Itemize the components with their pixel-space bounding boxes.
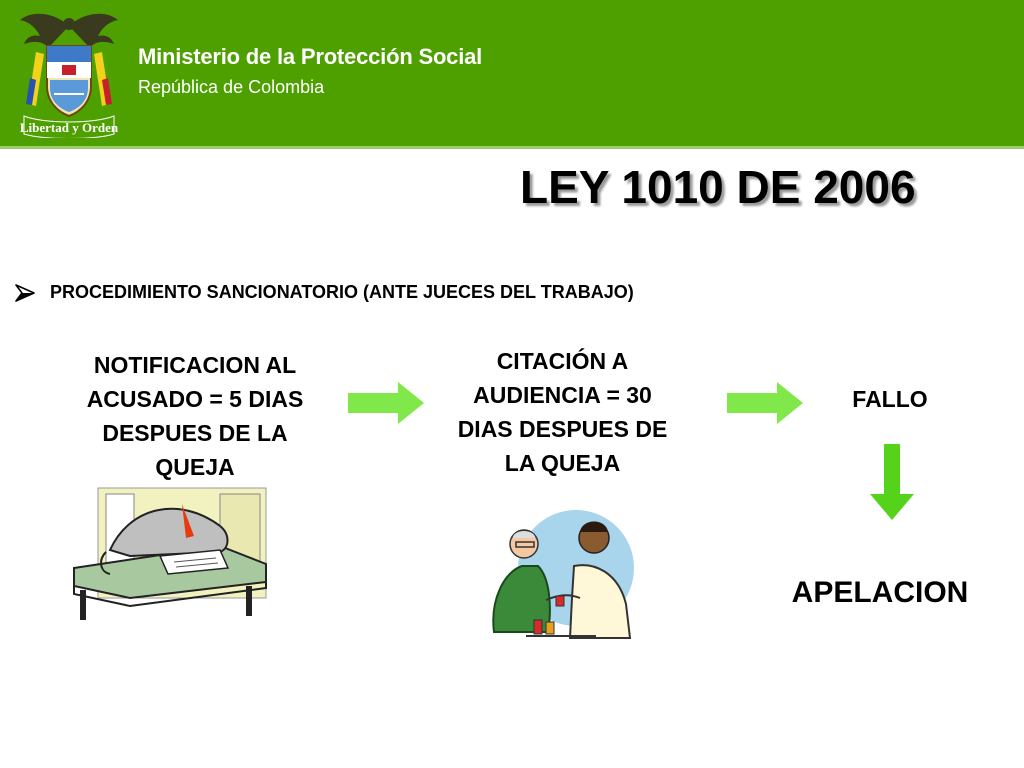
org-subtitle: República de Colombia [138,77,325,97]
step-line: AUDIENCIA = 30 [473,382,652,408]
bullet-item [14,282,634,303]
step-notificacion [50,348,340,484]
step-citacion [425,344,700,480]
arrow-bullet-icon [14,283,36,303]
step-fallo [820,382,960,416]
header-banner [0,0,1024,146]
right-arrow-icon [727,382,803,424]
step-line: LA QUEJA [504,450,621,476]
right-arrow-icon [348,382,424,424]
slide-title: LEY 1010 DE 2006 [520,161,916,213]
step-line: DIAS DESPUES DE [457,416,668,442]
colombia-coat-of-arms-icon [14,8,124,138]
crest-motto: Libertad y Orden [19,120,119,135]
step-line: ACUSADO = 5 DIAS [86,386,304,412]
step-apelacion: APELACION [791,576,969,609]
step-line: CITACIÓN A [496,348,629,374]
bullet-text: PROCEDIMIENTO SANCIONATORIO (ANTE JUECES DEL TRABAJO) [50,282,634,302]
step-line: FALLO [852,386,928,412]
header-divider [0,146,1024,149]
step-line: QUEJA [155,454,235,480]
doctor-patient-clipart [486,508,636,650]
office-worker-clipart [70,486,270,622]
down-arrow-icon [870,444,914,520]
org-name: Ministerio de la Protección Social [138,44,483,69]
step-line: NOTIFICACION AL [93,352,297,378]
step-line: DESPUES DE LA [102,420,288,446]
